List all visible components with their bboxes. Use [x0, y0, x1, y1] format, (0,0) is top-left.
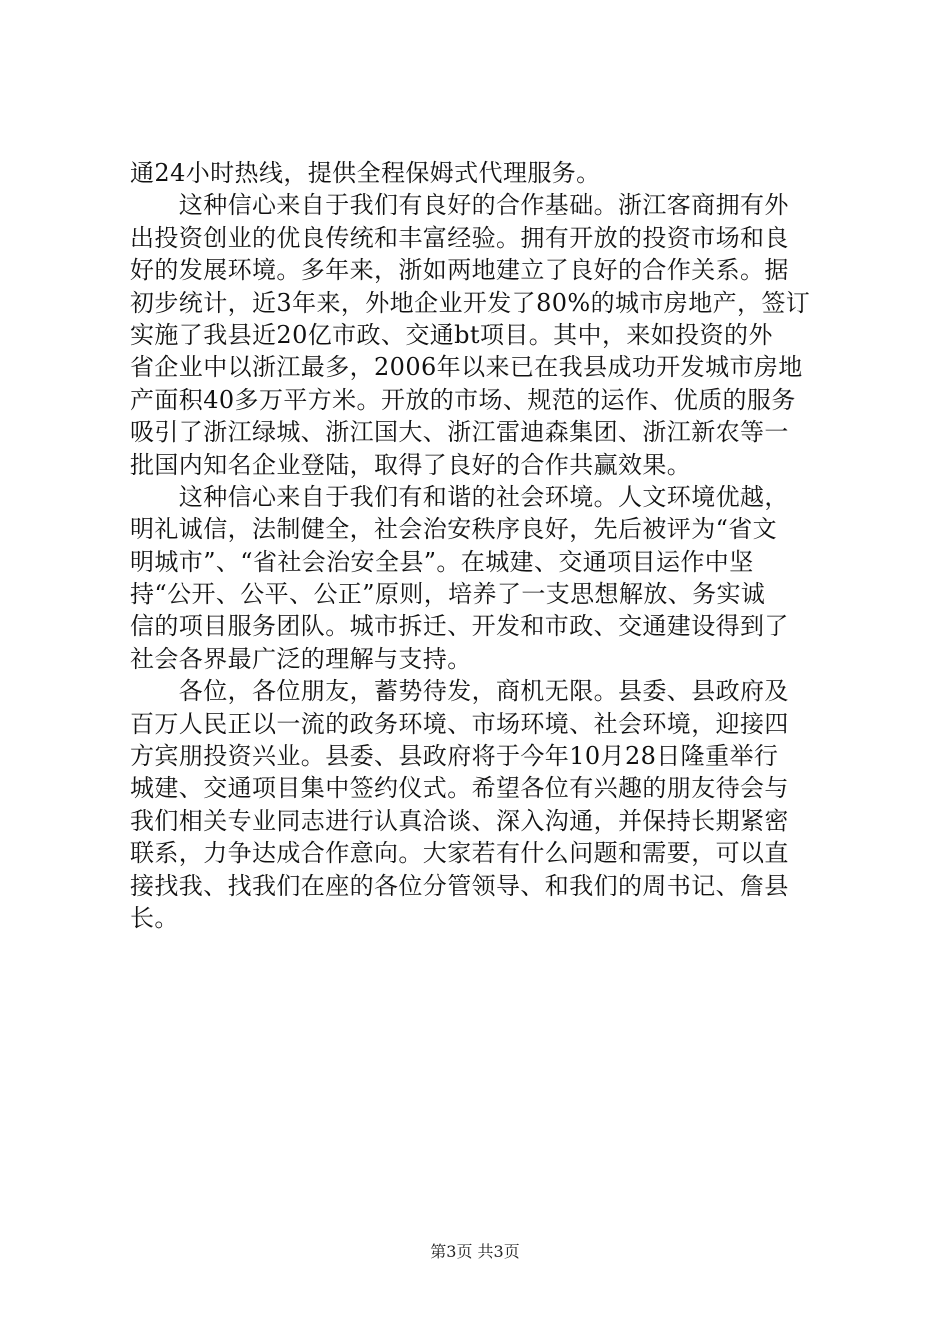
page-number-footer: 第3页 共3页 — [430, 1242, 520, 1261]
text-line: 实施了我县近20亿市政、交通bt项目。其中，来如投资的外 — [130, 320, 773, 349]
body-text — [130, 157, 830, 934]
text-line: 持“公开、公平、公正”原则，培养了一支思想解放、务实诚 — [130, 580, 766, 609]
text-line: 这种信心来自于我们有良好的合作基础。浙江客商拥有外 — [130, 191, 789, 220]
text-line: 出投资创业的优良传统和丰富经验。拥有开放的投资市场和良 — [130, 223, 789, 252]
text-line: 各位，各位朋友，蓄势待发，商机无限。县委、县政府及 — [130, 677, 789, 706]
text-line: 长。 — [130, 903, 179, 932]
text-line: 方宾朋投资兴业。县委、县政府将于今年10月28日隆重举行 — [130, 742, 779, 771]
text-line: 明礼诚信，法制健全，社会治安秩序良好，先后被评为“省文 — [130, 515, 778, 544]
text-line: 城建、交通项目集中签约仪式。希望各位有兴趣的朋友待会与 — [130, 774, 789, 803]
text-line: 联系，力争达成合作意向。大家若有什么问题和需要，可以直 — [130, 839, 789, 868]
text-line: 这种信心来自于我们有和谐的社会环境。人文环境优越， — [130, 482, 789, 511]
text-line: 好的发展环境。多年来，浙如两地建立了良好的合作关系。据 — [130, 256, 789, 285]
text-line: 我们相关专业同志进行认真洽谈、深入沟通，并保持长期紧密 — [130, 806, 789, 835]
text-line: 省企业中以浙江最多，2006年以来已在我县成功开发城市房地 — [130, 353, 803, 382]
text-line: 百万人民正以一流的政务环境、市场环境、社会环境，迎接四 — [130, 709, 789, 738]
text-line: 社会各界最广泛的理解与支持。 — [130, 644, 472, 673]
text-line: 产面积40多万平方米。开放的市场、规范的运作、优质的服务 — [130, 385, 796, 414]
text-line: 信的项目服务团队。城市拆迁、开发和市政、交通建设得到了 — [130, 612, 789, 641]
text-line: 通24小时热线，提供全程保姆式代理服务。 — [130, 159, 601, 187]
text-line: 初步统计，近3年来，外地企业开发了80%的城市房地产，签订 — [130, 288, 811, 317]
text-line: 接找我、找我们在座的各位分管领导、和我们的周书记、詹县 — [130, 871, 789, 900]
text-line: 明城市”、“省社会治安全县”。在城建、交通项目运作中坚 — [130, 547, 754, 576]
text-line: 吸引了浙江绿城、浙江国大、浙江雷迪森集团、浙江新农等一 — [130, 418, 789, 447]
text-line: 批国内知名企业登陆，取得了良好的合作共赢效果。 — [130, 450, 692, 479]
